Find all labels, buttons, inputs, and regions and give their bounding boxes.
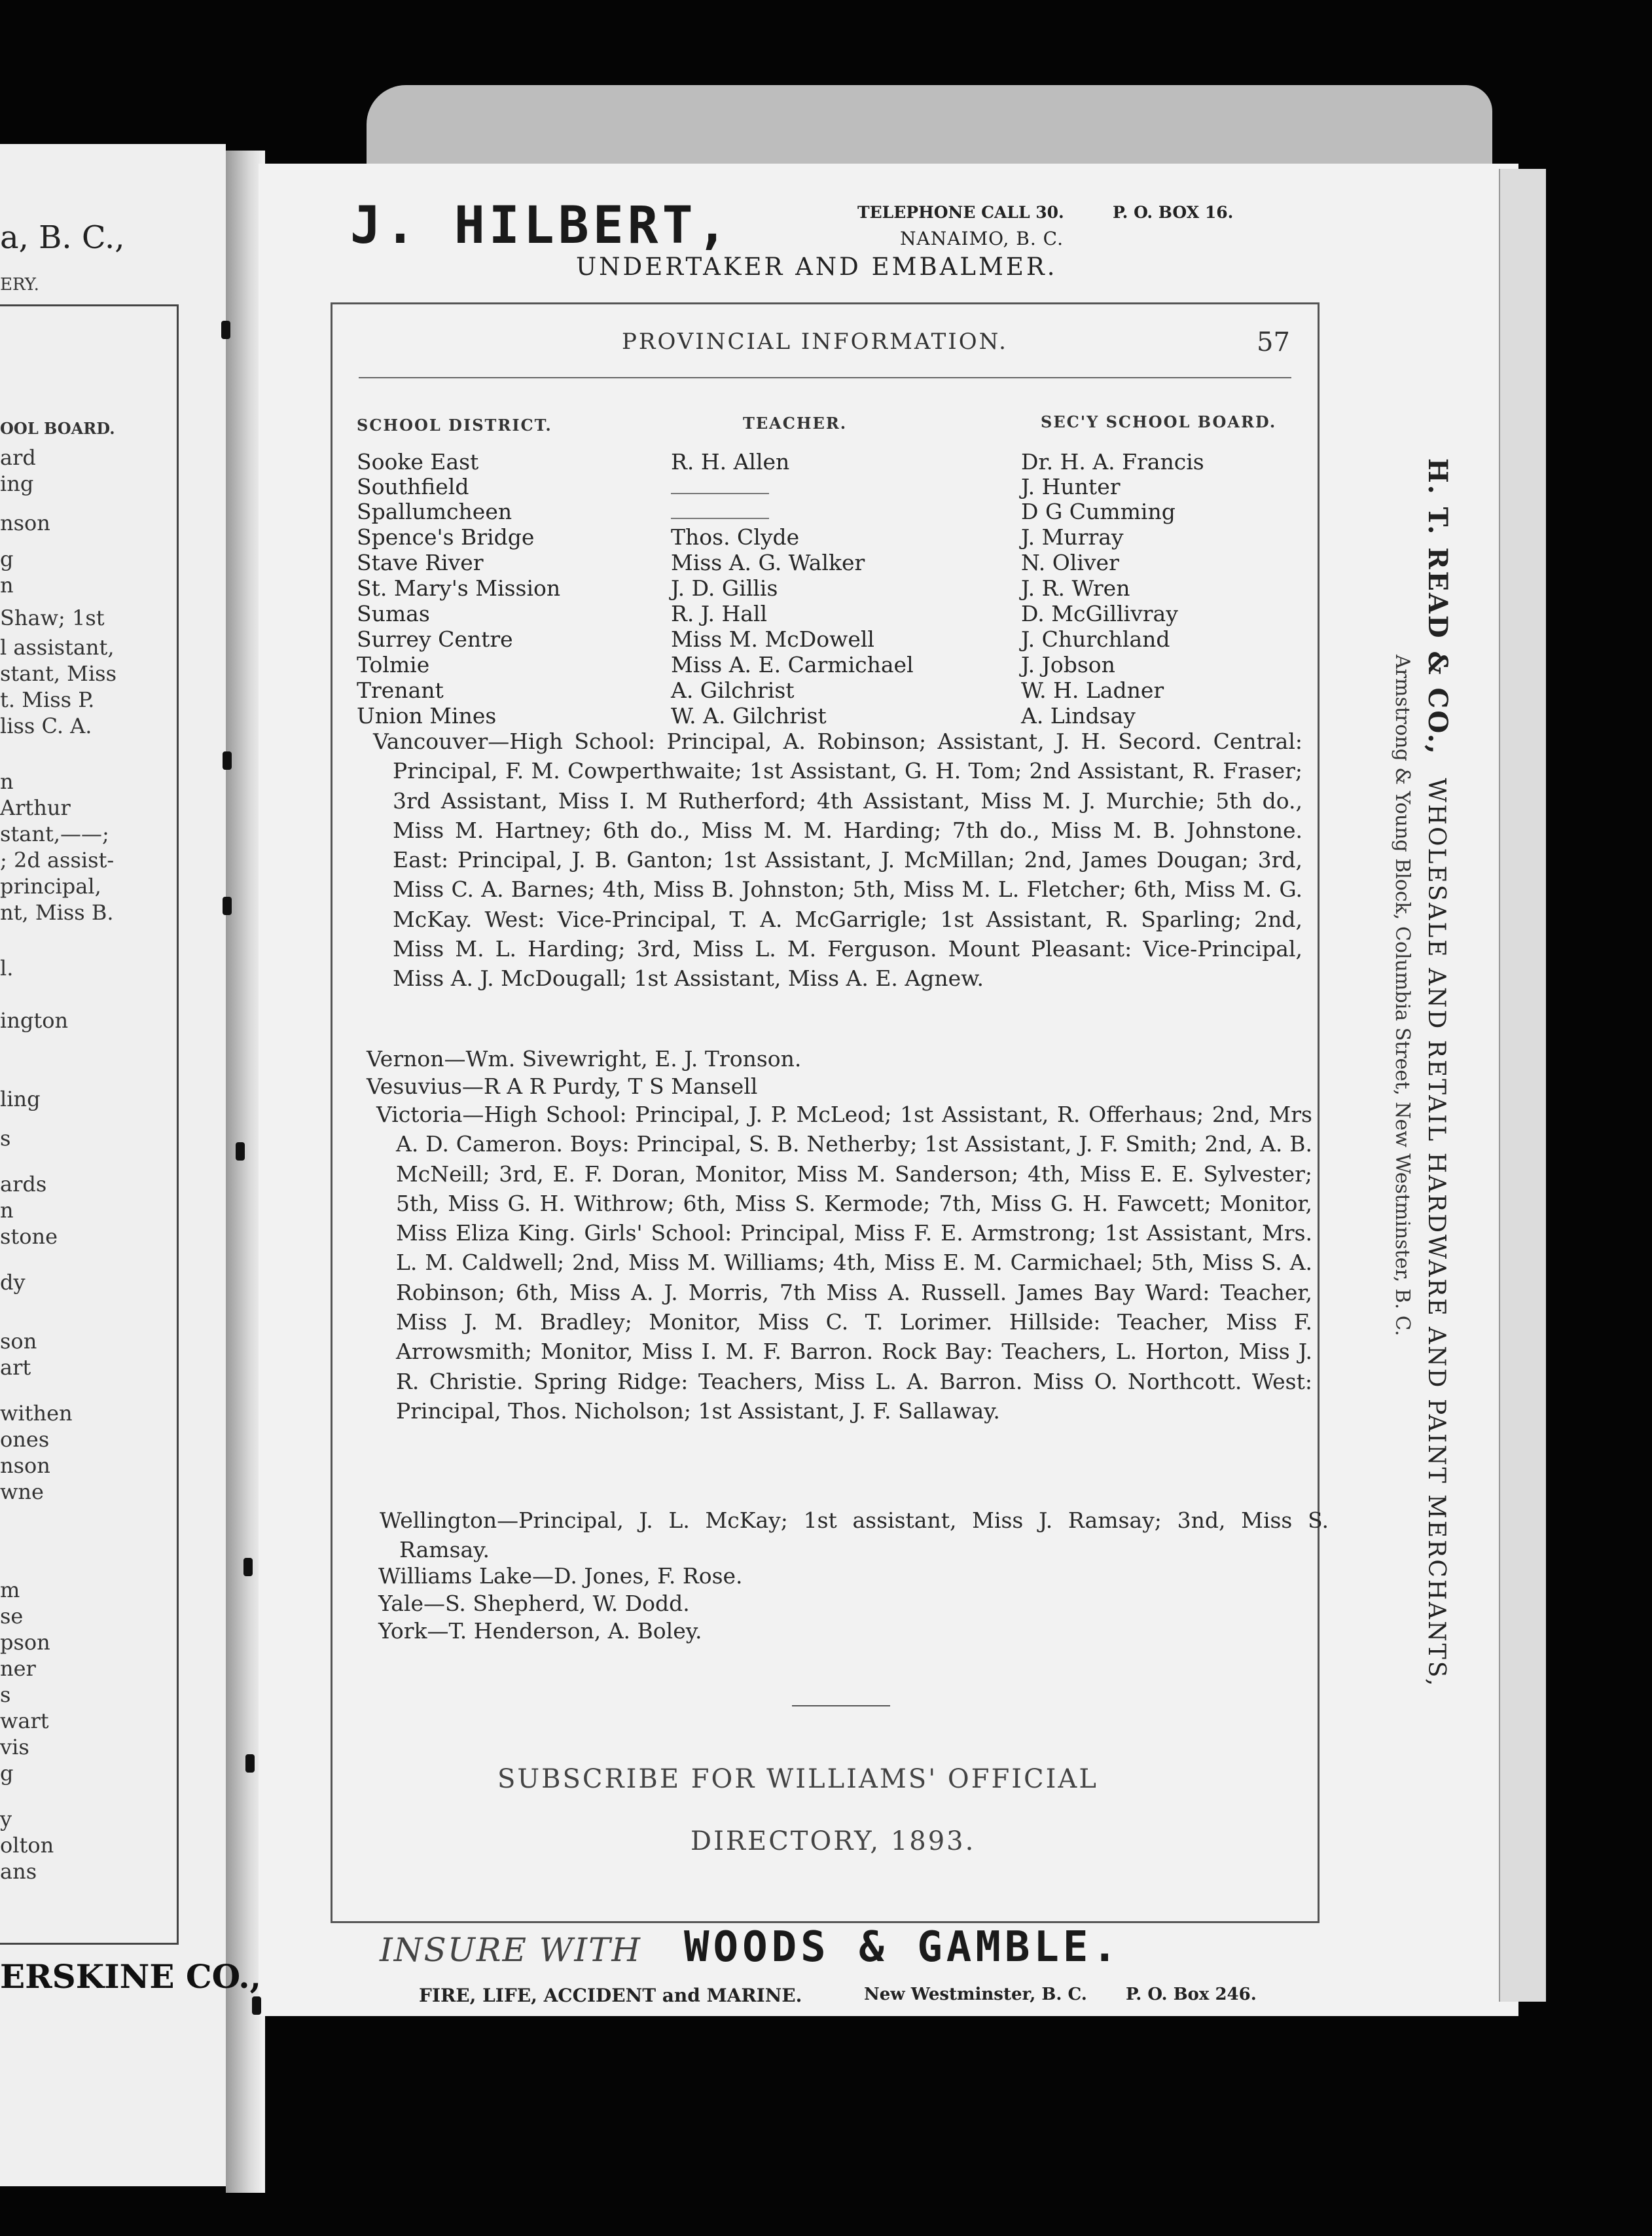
vancouver-entry: Vancouver—High School: Principal, A. Robinson; Assistant, J. H. Secord. Central: Principal, F. M. Cowperthwaite; 1st Assistant, G. H. Tom; 2nd Assistant, R. Fraser; 3rd Assistant, Miss I. M Rutherford; 4th Assistant, Miss M. J. Murchie; 5th do., Miss M. Hartney; 6th do., Miss M. M. Harding; 7th do., Miss M. B. Johnstone. East: Principal, J. B. Ganton; 1st Assistant, J. McMillan; 2nd, James Dougan; 3rd, Miss C. A. Barnes; 4th, Miss B. Johnston; 5th, Miss M. L. Fletcher; 6th, Miss M. G. McKay. West: Vice-Principal, T. A. McGarrigle; 1st Assistant, R. Sparling; 2nd, Miss M. L. Harding; 3rd, Miss L. M. Ferguson. Mount Pleasant: Vice-Principal, Miss A. J. McDougall; 1st Assistant, Miss A. E. Agnew.: [373, 729, 1302, 992]
facing-fragment: g: [0, 547, 14, 571]
facing-fragment: vis: [0, 1735, 29, 1759]
facing-fragment: ington: [0, 1008, 69, 1033]
williams-lake-entry: Williams Lake—D. Jones, F. Rose.: [378, 1563, 743, 1589]
victoria-entry: Victoria—High School: Principal, J. P. McLeod; 1st Assistant, R. Offerhaus; 2nd, Mrs A. D. Cameron. Boys: Principal, S. B. Netherby; 1st Assistant, J. F. Smith; 2nd, A. B. McNeill; 3rd, E. F. Doran, Monitor, Miss M. Sanderson; 4th, Miss E. E. Sylvester; 5th, Miss G. H. Withrow; 6th, Miss S. Kermode; 7th, Miss G. H. Fawcett; Monitor, Miss Eliza King. Girls' School: Principal, Miss F. E. Armstrong; 1st Assistant, Mrs. L. M. Caldwell; 2nd, Miss M. Williams; 4th, Miss E. M. Carmichael; 5th, Miss S. A. Robinson; 6th, Miss A. J. Morris, 7th Miss A. Russell. James Bay Ward: Teacher, Miss J. M. Bradley; Monitor, Miss C. T. Lorimer. Hillside: Teacher, Miss F. Arrowsmith; Monitor, Miss I. M. F. Barron. Rock Bay: Teachers, L. Horton, Miss J. R. Christie. Spring Ridge: Teachers, Miss L. A. Barron. Miss O. Northcott. West: Principal, Thos. Nicholson; 1st Assistant, J. F. Sallaway.: [376, 1102, 1312, 1424]
teacher-cell-blank: [671, 474, 769, 499]
district-cell: Southfield: [357, 474, 469, 499]
teacher-cell: J. D. Gillis: [671, 575, 778, 601]
secretary-cell: A. Lindsay: [1021, 703, 1136, 729]
side-advert-business: WHOLESALE AND RETAIL HARDWARE AND PAINT MERCHANTS,: [1423, 778, 1450, 1688]
facing-fragment: art: [0, 1355, 31, 1380]
page-rim: [367, 85, 1492, 164]
secretary-cell: J. Jobson: [1021, 652, 1115, 677]
secretary-cell: Dr. H. A. Francis: [1021, 449, 1204, 475]
side-advert-firm: [1422, 458, 1453, 1688]
secretary-cell: N. Oliver: [1021, 550, 1119, 575]
side-advert-address: Armstrong & Young Block, Columbia Street, New Westminster, B. C.: [1391, 655, 1414, 1337]
facing-fragment: Arthur: [0, 795, 71, 820]
teacher-cell: Miss M. McDowell: [671, 626, 874, 652]
district-cell: Spence's Bridge: [357, 524, 535, 550]
teacher-cell: A. Gilchrist: [671, 677, 795, 703]
facing-fragment: liss C. A.: [0, 713, 92, 738]
secretary-cell: D. McGillivray: [1021, 601, 1178, 626]
facing-fragment: dy: [0, 1270, 26, 1295]
footer-firm: WOODS & GAMBLE.: [684, 1923, 1121, 1972]
side-advert: [1391, 458, 1460, 1833]
district-cell: St. Mary's Mission: [357, 575, 561, 601]
section-title: PROVINCIAL INFORMATION.: [622, 329, 1008, 355]
secretary-cell: J. Hunter: [1021, 474, 1121, 499]
facing-fragment: olton: [0, 1833, 54, 1858]
binding-hole: [252, 1996, 261, 2015]
facing-fragment: nt, Miss B.: [0, 900, 114, 925]
facing-fragment: m: [0, 1578, 20, 1602]
table-row: [0, 524, 1652, 550]
facing-fragment: s: [0, 1682, 11, 1707]
district-cell: Sumas: [357, 601, 430, 626]
district-cell: Spallumcheen: [357, 499, 512, 524]
facing-fragment: ling: [0, 1087, 41, 1111]
column-header-secretary: SEC'Y SCHOOL BOARD.: [1041, 412, 1277, 431]
facing-fragment: n: [0, 573, 14, 598]
facing-fragment: stone: [0, 1224, 58, 1249]
facing-fragment: ones: [0, 1427, 50, 1452]
facing-fragment: ; 2d assist-: [0, 848, 115, 873]
side-advert-firm-text: H. T. READ & CO.,: [1422, 458, 1453, 756]
teacher-cell-blank: [671, 499, 769, 524]
facing-fragment: stant,——;: [0, 821, 109, 846]
teacher-cell: Miss A. E. Carmichael: [671, 652, 914, 677]
column-header-teacher: TEACHER.: [743, 414, 848, 433]
district-cell: Union Mines: [357, 703, 497, 729]
page-edge: [1499, 169, 1546, 2002]
yale-entry: Yale—S. Shepherd, W. Dodd.: [378, 1591, 690, 1616]
facing-fragment: wne: [0, 1479, 44, 1504]
teacher-cell: Miss A. G. Walker: [671, 550, 865, 575]
table-row: [0, 626, 1652, 653]
secretary-cell: W. H. Ladner: [1021, 677, 1164, 703]
table-row: [0, 474, 1652, 500]
binding-hole: [221, 321, 230, 339]
vernon-entry: Vernon—Wm. Sivewright, E. J. Tronson.: [367, 1046, 802, 1072]
vesuvius-entry: Vesuvius—R A R Purdy, T S Mansell: [367, 1073, 758, 1099]
footer-po-box: P. O. Box 246.: [1126, 1985, 1257, 2004]
advertiser-trade: UNDERTAKER AND EMBALMER.: [576, 253, 1058, 281]
table-row: [0, 601, 1652, 627]
binding-hole: [223, 897, 232, 915]
facing-fragment: g: [0, 1761, 14, 1786]
facing-fragment: stant, Miss: [0, 661, 117, 686]
title-rule: [359, 377, 1291, 378]
district-cell: Sooke East: [357, 449, 479, 475]
facing-fragment: ner: [0, 1656, 36, 1681]
facing-fragment: n: [0, 769, 14, 794]
table-row: [0, 550, 1652, 576]
facing-fragment: Shaw; 1st: [0, 605, 105, 630]
facing-fragment: y: [0, 1807, 12, 1831]
teacher-cell: R. J. Hall: [671, 601, 768, 626]
facing-fragment: ards: [0, 1172, 47, 1197]
teacher-cell: R. H. Allen: [671, 449, 790, 475]
facing-fragment: t. Miss P.: [0, 687, 95, 712]
facing-fragment: pson: [0, 1630, 50, 1655]
binding-hole: [223, 751, 232, 770]
facing-fragment: ans: [0, 1859, 37, 1884]
separator-rule: [792, 1705, 890, 1706]
advertiser-city: NANAIMO, B. C.: [900, 228, 1064, 249]
facing-fragment: s: [0, 1126, 11, 1151]
facing-fragment: son: [0, 1329, 37, 1354]
facing-fragment: nson: [0, 511, 50, 535]
wellington-entry: Wellington—Principal, J. L. McKay; 1st assistant, Miss J. Ramsay; 3nd, Miss S. Ramsay.: [380, 1507, 1329, 1563]
facing-page-header: a, B. C.,: [0, 219, 125, 256]
facing-fragment: withen: [0, 1401, 73, 1426]
subscribe-line-1: SUBSCRIBE FOR WILLIAMS' OFFICIAL: [497, 1764, 1098, 1794]
advertiser-po-box: P. O. BOX 16.: [1113, 203, 1234, 222]
facing-fragment: l.: [0, 956, 14, 981]
district-cell: Tolmie: [357, 652, 430, 677]
advertiser-name: J. HILBERT,: [350, 196, 732, 255]
facing-fragment: n: [0, 1198, 14, 1223]
facing-fragment: wart: [0, 1708, 49, 1733]
facing-page-column: OOL BOARD.: [0, 419, 115, 438]
district-cell: Surrey Centre: [357, 626, 513, 652]
facing-fragment: ard: [0, 445, 36, 470]
facing-fragment: se: [0, 1604, 24, 1629]
facing-fragment: principal,: [0, 874, 101, 899]
binding-hole: [245, 1754, 255, 1773]
footer-insure: INSURE WITH: [380, 1931, 642, 1969]
binding-hole: [243, 1558, 253, 1576]
footer-city: New Westminster, B. C.: [864, 1985, 1087, 2004]
york-entry: York—T. Henderson, A. Boley.: [378, 1618, 702, 1644]
district-cell: Stave River: [357, 550, 484, 575]
footer-lines: FIRE, LIFE, ACCIDENT and MARINE.: [419, 1985, 802, 2006]
district-cell: Trenant: [357, 677, 444, 703]
secretary-cell: J. R. Wren: [1021, 575, 1130, 601]
column-header-district: SCHOOL DISTRICT.: [357, 416, 552, 435]
advertiser-telephone: TELEPHONE CALL 30.: [857, 203, 1064, 222]
facing-fragment: nson: [0, 1453, 50, 1478]
secretary-cell: J. Murray: [1021, 524, 1124, 550]
table-row: [0, 499, 1652, 525]
page-number: 57: [1257, 327, 1290, 357]
facing-fragment: l assistant,: [0, 635, 115, 660]
teacher-cell: W. A. Gilchrist: [671, 703, 827, 729]
secretary-cell: D G Cumming: [1021, 499, 1176, 524]
table-row: [0, 449, 1652, 475]
subscribe-line-2: DIRECTORY, 1893.: [691, 1826, 976, 1856]
table-row: [0, 575, 1652, 602]
secretary-cell: J. Churchland: [1021, 626, 1170, 652]
facing-page-footer: ERSKINE CO.,: [0, 1957, 262, 1996]
facing-page-subheader: ERY.: [0, 275, 39, 295]
binding-hole: [236, 1142, 245, 1161]
facing-fragment: ing: [0, 471, 34, 496]
teacher-cell: Thos. Clyde: [671, 524, 800, 550]
